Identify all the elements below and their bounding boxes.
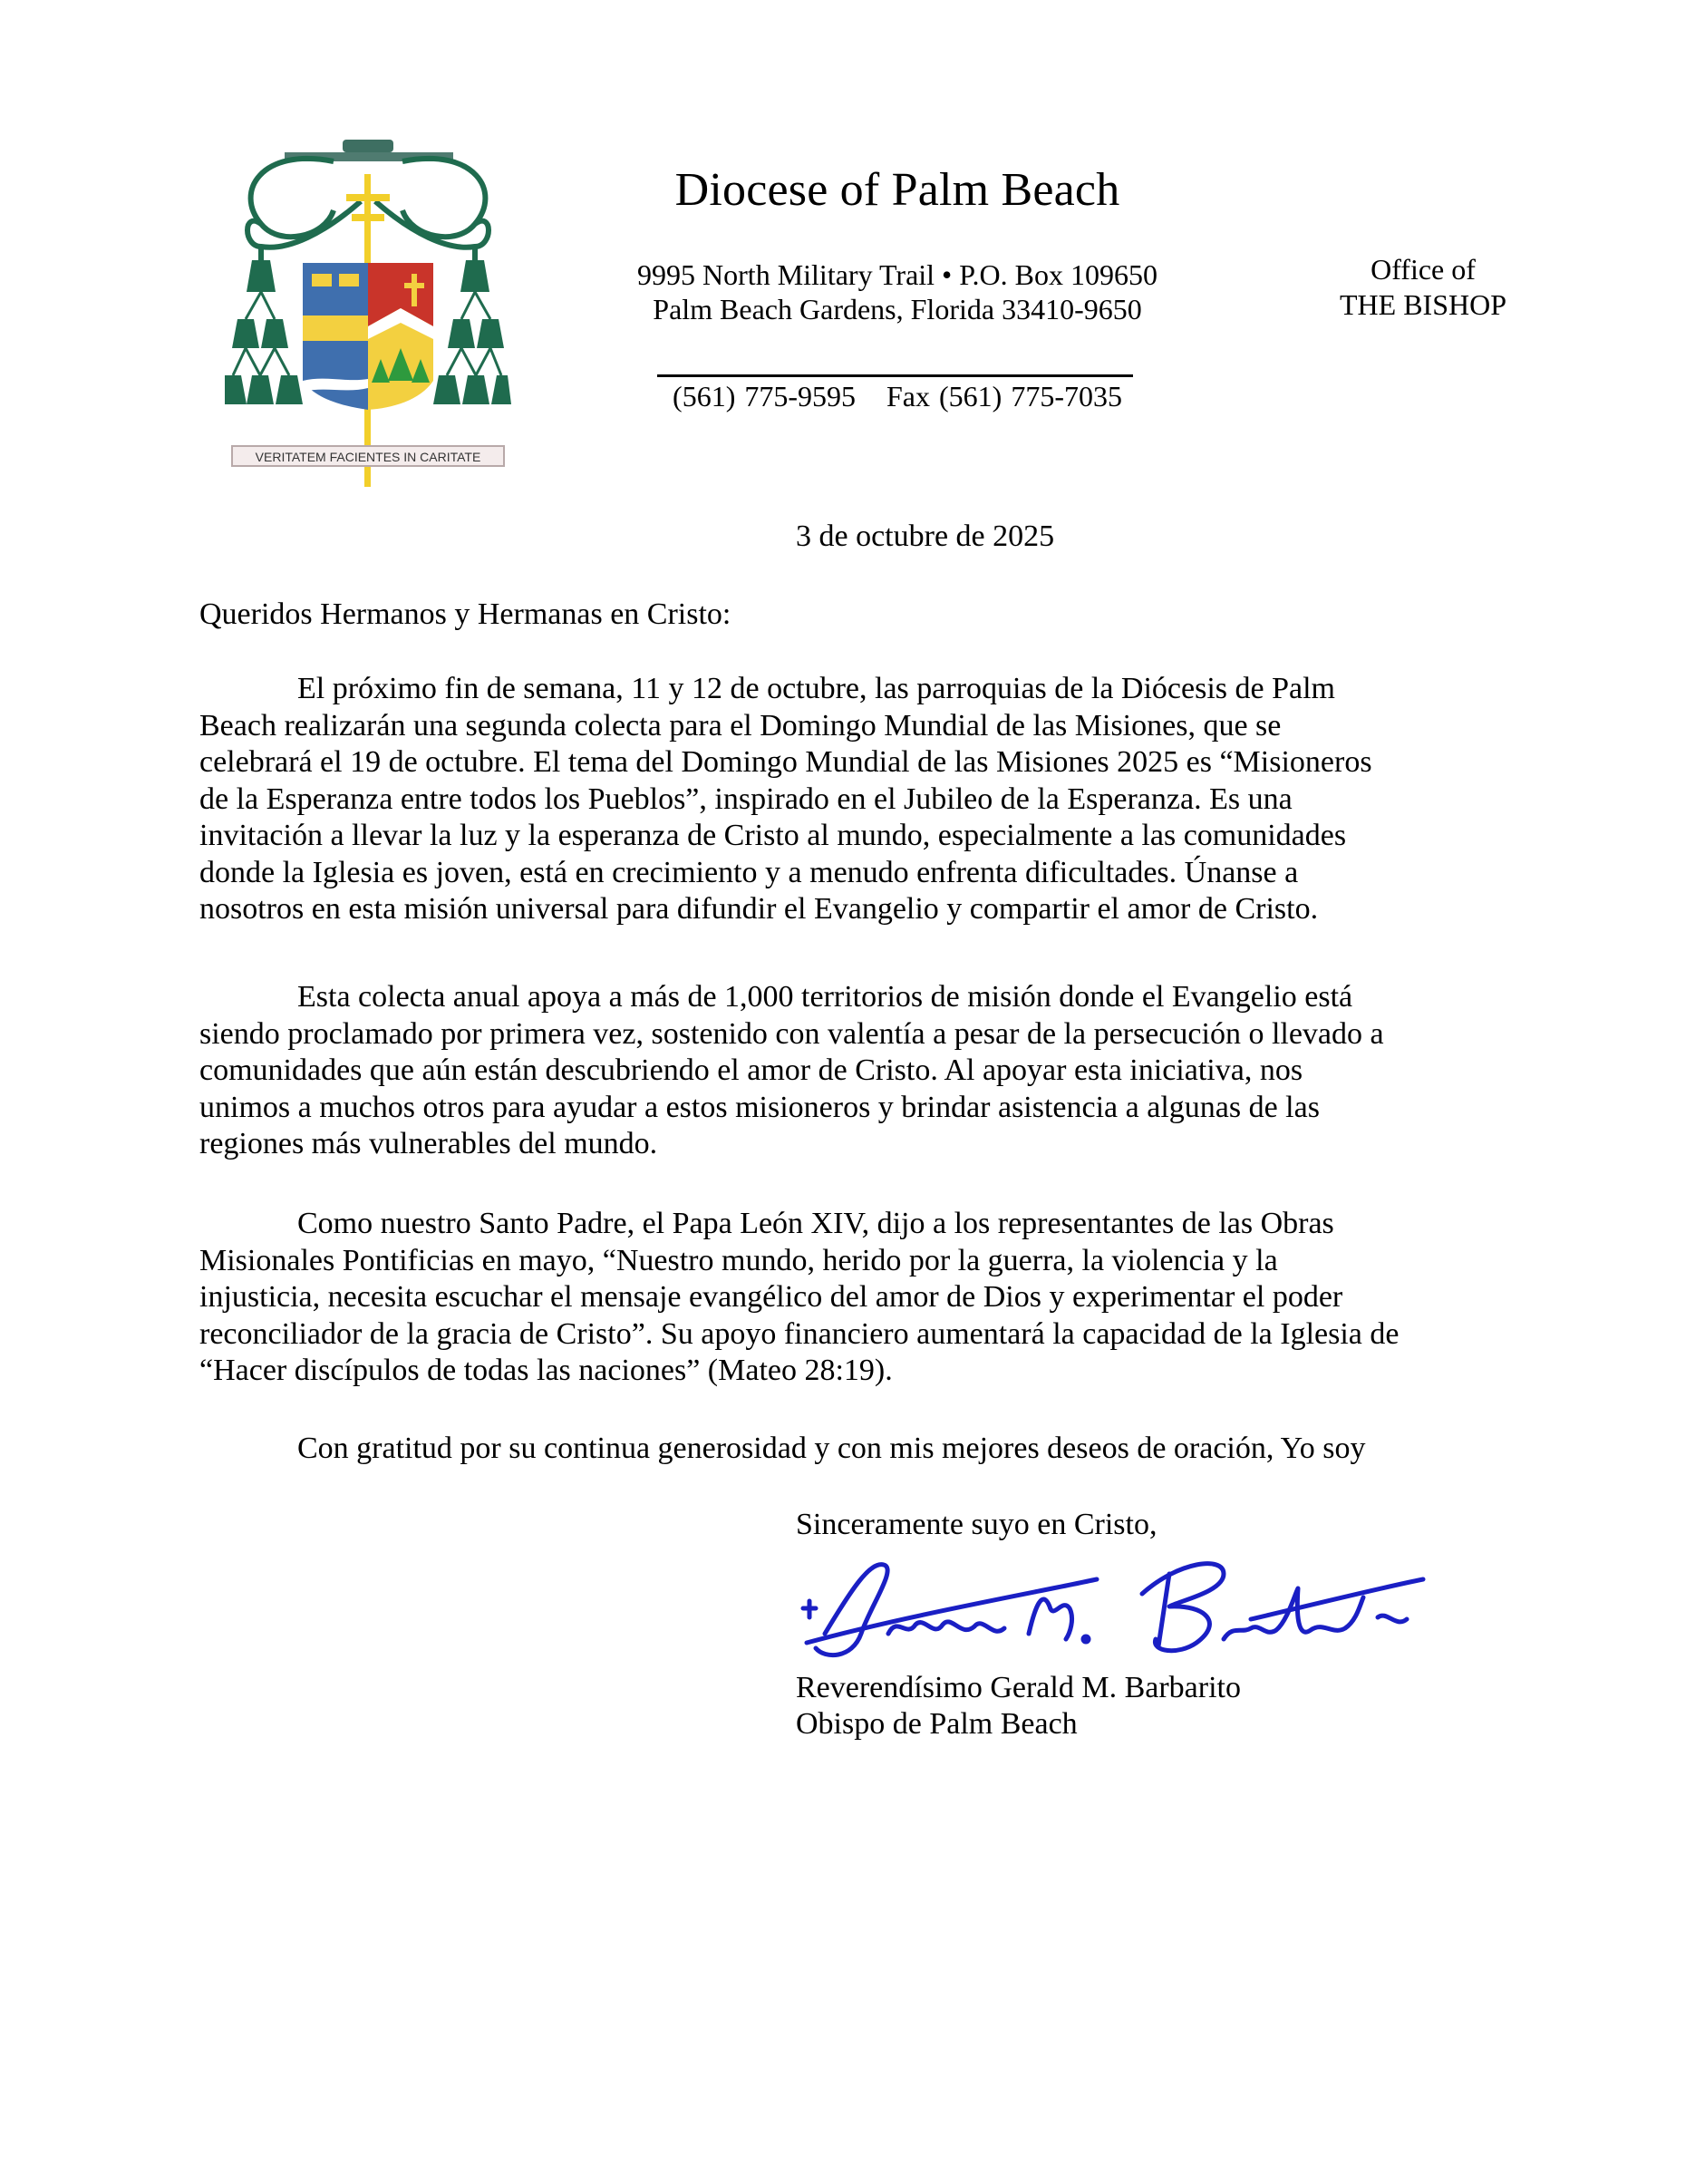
paragraph-line: comunidades que aún están descubriendo el amor de Cristo. Al apoyar esta iniciativa, nos	[199, 1053, 1303, 1087]
paragraph-1	[199, 671, 1505, 928]
letter-date: 3 de octubre de 2025	[796, 519, 1055, 553]
letterhead-rule	[657, 374, 1133, 377]
svg-text:VERITATEM FACIENTES IN CARITAT: VERITATEM FACIENTES IN CARITATE	[255, 450, 481, 464]
paragraph-line: “Hacer discípulos de todas las naciones” (Mateo 28:19).	[199, 1354, 893, 1387]
paragraph-line: Como nuestro Santo Padre, el Papa León XIV, dijo a los representantes de las Obras	[297, 1207, 1334, 1240]
closing-line: Con gratitud por su continua generosidad y con mis mejores deseos de oración, Yo soy	[297, 1432, 1366, 1465]
paragraph-line: siendo proclamado por primera vez, sostenido con valentía a pesar de la persecución o llevado a	[199, 1016, 1384, 1051]
signer-name: Reverendísimo Gerald M. Barbarito	[796, 1671, 1241, 1704]
phone-number: (561) 775-9595	[673, 380, 856, 413]
paragraph-line: nosotros en esta misión universal para difundir el Evangelio y compartir el amor de Cristo.	[199, 892, 1319, 926]
address-line-2: Palm Beach Gardens, Florida 33410-9650	[653, 293, 1142, 325]
paragraph-3	[199, 1206, 1505, 1390]
organization-name: Diocese of Palm Beach	[674, 164, 1120, 216]
office-line-2: THE BISHOP	[1339, 288, 1506, 321]
diocese-crest	[225, 138, 511, 490]
office-label	[1287, 252, 1559, 323]
paragraph-line: invitación a llevar la luz y la esperanza de Cristo al mundo, especialmente a las comunidades	[199, 819, 1347, 852]
signoff: Sinceramente suyo en Cristo,	[796, 1508, 1157, 1541]
salutation: Queridos Hermanos y Hermanas en Cristo:	[199, 597, 731, 631]
paragraph-line: Esta colecta anual apoya a más de 1,000 territorios de misión donde el Evangelio está	[297, 980, 1353, 1014]
fax-number: Fax (561) 775-7035	[886, 380, 1122, 413]
paragraph-line: Misionales Pontificias en mayo, “Nuestro mundo, herido por la guerra, la violencia y la	[199, 1243, 1278, 1277]
handwritten-signature-icon	[798, 1552, 1432, 1670]
paragraph-line: de la Esperanza entre todos los Pueblos”, inspirado en el Jubileo de la Esperanza. Es una	[199, 781, 1293, 816]
paragraph-line: reconciliador de la gracia de Cristo”. Su apoyo financiero aumentará la capacidad de la Iglesia de	[199, 1316, 1400, 1351]
signature	[798, 1552, 1432, 1670]
contact-line	[580, 379, 1215, 413]
paragraph-line: injusticia, necesita escuchar el mensaje evangélico del amor de Dios y experimentar el poder	[199, 1280, 1343, 1314]
paragraph-2	[199, 979, 1505, 1163]
paragraph-line: regiones más vulnerables del mundo.	[199, 1127, 658, 1160]
paragraph-line: unimos a muchos otros para ayudar a estos misioneros y brindar asistencia a algunas de las	[199, 1090, 1320, 1124]
paragraph-line: Beach realizarán una segunda colecta para el Domingo Mundial de las Misiones, que se	[199, 708, 1282, 743]
paragraph-line: El próximo fin de semana, 11 y 12 de octubre, las parroquias de la Diócesis de Palm	[297, 672, 1335, 705]
paragraph-line: donde la Iglesia es joven, está en crecimiento y a menudo enfrenta dificultades. Únanse a	[199, 855, 1299, 889]
coat-of-arms-icon	[225, 138, 511, 490]
office-line-1: Office of	[1371, 253, 1476, 286]
signer-title: Obispo de Palm Beach	[796, 1707, 1078, 1741]
paragraph-line: celebrará el 19 de octubre. El tema del Domingo Mundial de las Misiones 2025 es “Misioneros	[199, 745, 1372, 779]
address-line-1: 9995 North Military Trail • P.O. Box 109650	[637, 258, 1157, 291]
